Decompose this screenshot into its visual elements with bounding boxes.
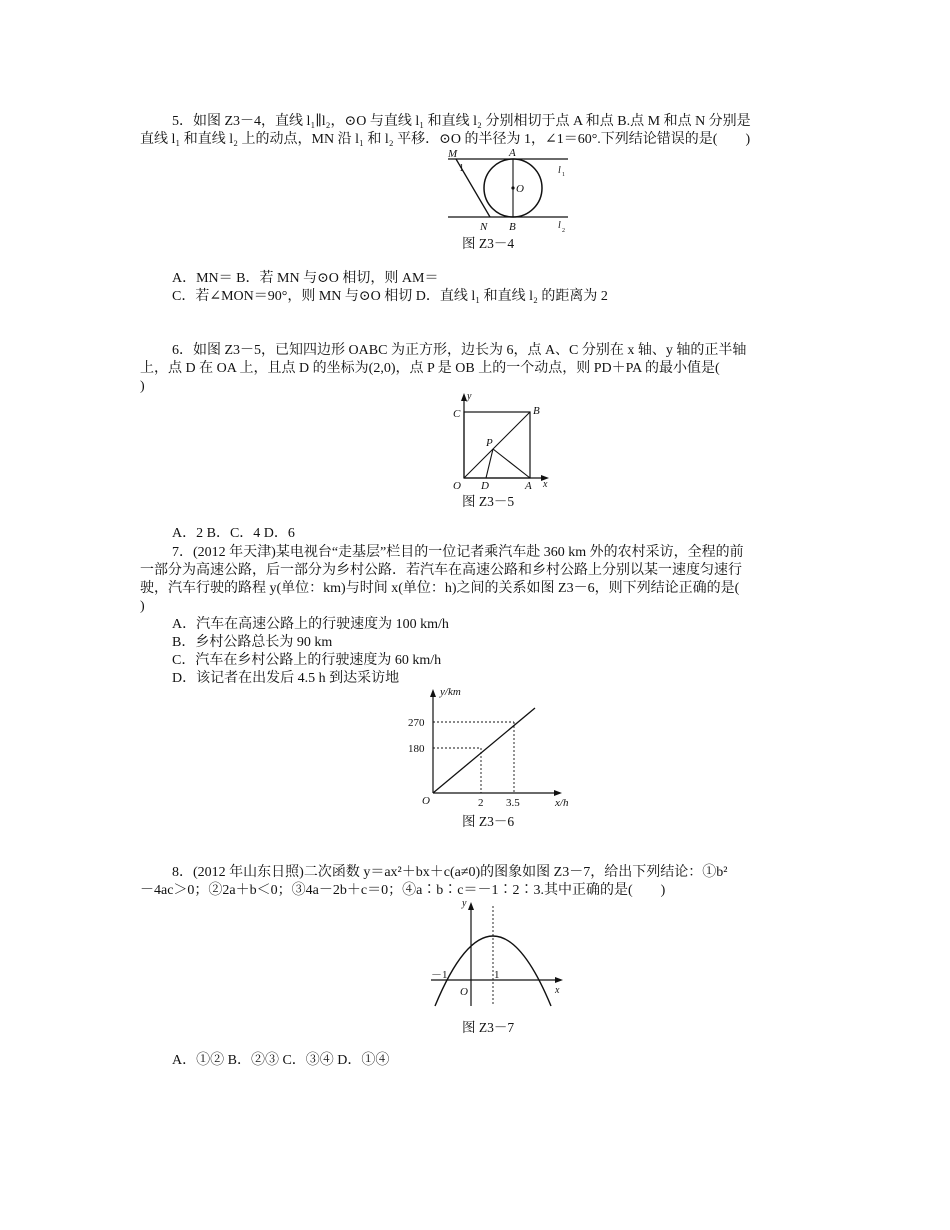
label-n: N (480, 221, 488, 233)
label-x: x (543, 479, 548, 490)
label-l1-sub: 1 (562, 172, 565, 178)
q6-figure (445, 390, 555, 490)
q7-text-line-4: ) (140, 599, 145, 614)
q7-text-line-1: 7．(2012 年天津)某电视台“走基层”栏目的一位记者乘汽车赴 360 km 外的农村采访，全程的前 (172, 545, 744, 560)
q7-text-line-3: 驶，汽车行驶的路程 y(单位：km)与时间 x(单位：h)之间的关系如图 Z3－6，则下列结论正确的是( (140, 581, 740, 596)
x-axis-arrow (555, 977, 563, 983)
tick-180: 180 (408, 743, 425, 755)
q5-text-line-1: 5．如图 Z3－4，直线 l₁∥l₂，⊙O 与直线 l₁ 和直线 l₂ 分别相切于点 A 和点 B.点 M 和点 N 分别是 (172, 114, 751, 129)
label-y: y (467, 391, 472, 402)
label-1: 1 (494, 969, 500, 981)
distance-line (433, 708, 535, 793)
y-axis-arrow (430, 689, 436, 697)
q5-figure (440, 146, 580, 236)
q7-option-b: B．乡村公路总长为 90 km (172, 635, 333, 650)
q5-options-line-2: C．若∠MON＝90°，则 MN 与⊙O 相切 D．直线 l₁ 和直线 l₂ 的距离为 2 (172, 289, 608, 304)
q7-figure (400, 683, 580, 811)
label-minus-1: －1 (431, 969, 448, 981)
tick-2: 2 (478, 797, 484, 809)
label-l1: l (558, 165, 561, 176)
diagonal-ob (464, 412, 530, 478)
q5-options-line-1: A．MN＝ B．若 MN 与⊙O 相切，则 AM＝ (172, 271, 439, 286)
label-a: A (525, 480, 532, 490)
label-o: O (460, 986, 468, 998)
label-p: P (486, 437, 493, 449)
q6-text-line-3: ) (140, 379, 145, 394)
label-x: x (555, 985, 560, 996)
label-xlabel: x/h (555, 797, 569, 809)
q8-text-line-2: －4ac＞0；②2a＋b＜0；③4a－2b＋c＝0；④a∶b∶c＝－1∶2∶3.其中正确的是( ) (140, 883, 666, 898)
q8-figure (425, 894, 575, 1014)
q8-options: A．①② B．②③ C．③④ D．①④ (172, 1053, 390, 1068)
label-l2-sub: 2 (562, 228, 565, 234)
label-y: y (462, 898, 467, 909)
label-m: M (448, 148, 458, 160)
label-origin: O (422, 795, 430, 807)
label-d: D (481, 480, 489, 490)
q7-option-a: A．汽车在高速公路上的行驶速度为 100 km/h (172, 617, 449, 632)
q6-text-line-1: 6．如图 Z3－5，已知四边形 OABC 为正方形，边长为 6，点 A、C 分别在 x 轴、y 轴的正半轴 (172, 343, 747, 358)
q6-figure-caption: 图 Z3－5 (462, 494, 515, 509)
q8-text-line-1: 8．(2012 年山东日照)二次函数 y＝ax²＋bx＋c(a≠0)的图象如图 Z3－7，给出下列结论：①b² (172, 865, 728, 880)
label-b: B (533, 405, 540, 417)
label-l2: l (558, 220, 561, 231)
q7-text-line-2: 一部分为高速公路，后一部分为乡村公路．若汽车在高速公路和乡村公路上分别以某一速度匀速行 (140, 563, 742, 578)
q7-option-c: C．汽车在乡村公路上的行驶速度为 60 km/h (172, 653, 442, 668)
label-o: O (516, 183, 524, 195)
q7-option-d: D．该记者在出发后 4.5 h 到达采访地 (172, 671, 400, 686)
label-a: A (509, 147, 516, 159)
q5-text-line-2: 直线 l₁ 和直线 l₂ 上的动点，MN 沿 l₁ 和 l₂ 平移．⊙O 的半径为 1，∠1＝60°.下列结论错误的是( ) (140, 132, 751, 147)
label-o: O (453, 480, 461, 490)
center-o-dot (511, 186, 514, 189)
q6-options: A．2 B．C．4 D．6 (172, 526, 295, 541)
q7-figure-caption: 图 Z3－6 (462, 814, 515, 829)
tick-270: 270 (408, 717, 425, 729)
label-b: B (509, 221, 516, 233)
label-ylabel: y/km (440, 686, 461, 698)
q6-text-line-2: 上，点 D 在 OA 上，且点 D 的坐标为(2,0)，点 P 是 OB 上的一个动点，则 PD＋PA 的最小值是( (140, 361, 720, 376)
q5-figure-caption: 图 Z3－4 (462, 236, 515, 251)
tick-3-5: 3.5 (506, 797, 520, 809)
y-axis-arrow (468, 902, 474, 910)
label-c: C (453, 408, 461, 420)
q8-figure-caption: 图 Z3－7 (462, 1020, 515, 1035)
segment-pd (486, 449, 493, 478)
x-axis-arrow (554, 790, 562, 796)
label-angle-1: 1 (459, 163, 464, 174)
segment-pa (493, 449, 530, 478)
